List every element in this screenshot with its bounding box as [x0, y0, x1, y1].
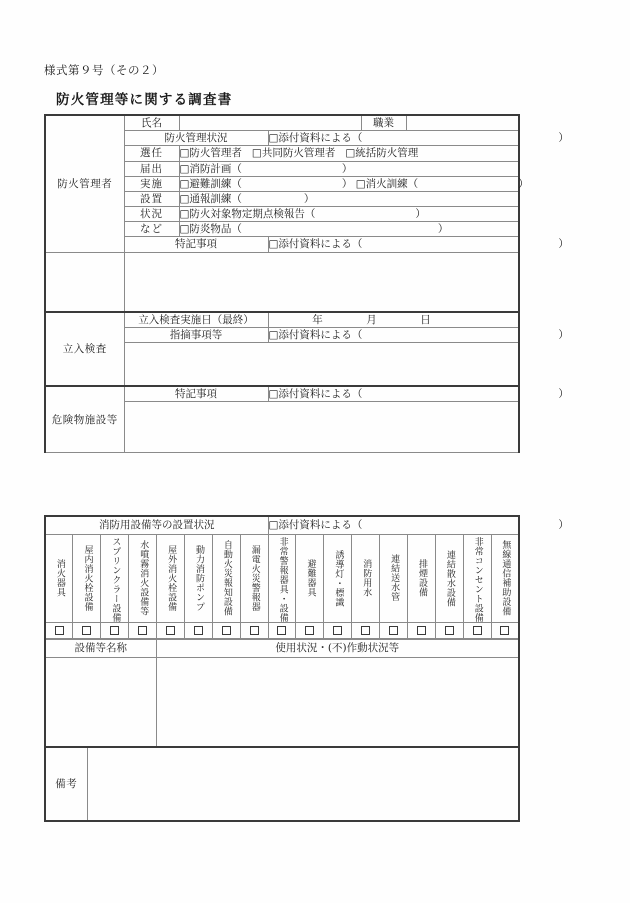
checkbox-icon[interactable]: [194, 626, 203, 635]
equipment-checkbox-0[interactable]: [45, 623, 73, 639]
hazardous-remarks-label: 特記事項: [124, 386, 268, 402]
date-year: 年: [312, 313, 323, 326]
item-report-drill[interactable]: [179, 191, 519, 206]
checkbox-icon[interactable]: [166, 626, 175, 635]
equipment-checkbox-13[interactable]: [407, 623, 435, 639]
equipment-col-2: スプリンクラー設備: [101, 535, 129, 623]
row-notes: [45, 747, 519, 821]
item-fire-plan-text: □消防計画（: [179, 162, 242, 175]
equipment-col-9: 避難器具: [296, 535, 324, 623]
row-name: [45, 115, 519, 131]
sublabel-status: 状況: [124, 207, 179, 222]
hazardous-remarks-attached-text: □添付資料による（: [268, 387, 363, 400]
row-equipment-checkboxes: [45, 623, 519, 639]
equipment-col-7: 漏電火災警報器: [240, 535, 268, 623]
equipment-checkbox-12[interactable]: [380, 623, 408, 639]
row-equipment-names: [45, 535, 519, 623]
item-flameproof-goods-close: ）: [437, 223, 449, 236]
checkbox-icon[interactable]: [333, 626, 342, 635]
form-number: 様式第９号（その２）: [44, 63, 164, 77]
sublabel-submission: 届出: [124, 161, 179, 176]
equipment-table: [44, 515, 569, 639]
item-evacuation-drill-close: ）: [341, 177, 353, 190]
paren-close: ）: [558, 132, 569, 145]
date-day: 日: [420, 313, 431, 326]
equipment-checkbox-3[interactable]: [129, 623, 157, 639]
equipment-checkbox-16[interactable]: [491, 623, 519, 639]
checkbox-icon[interactable]: [361, 626, 370, 635]
equipment-checkbox-4[interactable]: [157, 623, 185, 639]
fire-manager-remarks-label: 特記事項: [124, 237, 268, 252]
section-label-fire-manager: 防火管理者: [45, 115, 124, 252]
checkbox-icon[interactable]: [277, 626, 286, 635]
inspection-findings-paren: ）: [558, 328, 569, 341]
item-fire-drill-text: □消火訓練（: [355, 177, 419, 190]
checkbox-icon[interactable]: [473, 626, 482, 635]
equipment-col-16: 無線通信補助設備: [491, 535, 519, 623]
equipment-col-5: 動力消防ポンプ: [184, 535, 212, 623]
equipment-col-12: 連結送水管: [380, 535, 408, 623]
equipment-col-4: 屋外消火栓設備: [157, 535, 185, 623]
inspection-findings-attached[interactable]: [268, 327, 569, 342]
hazardous-remarks-value[interactable]: [124, 402, 519, 453]
row-equipment-header: [45, 516, 519, 535]
item-periodic-inspection-text: □防火対象物定期点検報告（: [179, 208, 316, 221]
equipment-col-14: 連結散水設備: [435, 535, 463, 623]
item-fire-drill-close: ）: [518, 177, 529, 190]
option-joint-fire-manager[interactable]: □共同防火管理者: [251, 147, 336, 160]
equipment-checkbox-15[interactable]: [463, 623, 491, 639]
checkbox-icon[interactable]: [445, 626, 454, 635]
row-fire-manager-remarks-body: [45, 252, 519, 312]
item-fire-plan-close: ）: [341, 162, 353, 175]
equipment-checkbox-10[interactable]: [324, 623, 352, 639]
option-general-fire-manager[interactable]: □統括防火管理: [345, 147, 419, 160]
equipment-checkbox-6[interactable]: [212, 623, 240, 639]
row-usage-body: [45, 658, 519, 748]
item-flameproof-goods[interactable]: [179, 222, 519, 237]
fire-management-status-attached[interactable]: [268, 131, 569, 146]
fire-manager-remarks-attached[interactable]: [268, 237, 569, 252]
usage-status-label: 使用状況・(不)作動状況等: [156, 640, 519, 658]
equipment-checkbox-5[interactable]: [184, 623, 212, 639]
occupation-label: 職業: [361, 115, 406, 131]
equipment-col-0: 消火器具: [45, 535, 73, 623]
equipment-checkbox-7[interactable]: [240, 623, 268, 639]
checkbox-icon[interactable]: [500, 626, 509, 635]
appointment-label: 選任: [124, 146, 179, 161]
usage-name-value[interactable]: [45, 658, 156, 748]
hazardous-remarks-attached[interactable]: [268, 386, 569, 402]
equipment-checkbox-9[interactable]: [296, 623, 324, 639]
inspection-date-value[interactable]: [268, 312, 519, 328]
checkbox-icon[interactable]: [250, 626, 259, 635]
attached-doc-text: □添付資料による（: [268, 132, 363, 145]
fire-manager-remarks-attached-text: □添付資料による（: [268, 238, 363, 251]
row-usage-header: [45, 640, 519, 658]
occupation-value[interactable]: [406, 115, 519, 131]
checkbox-icon[interactable]: [82, 626, 91, 635]
checkbox-icon[interactable]: [222, 626, 231, 635]
equipment-header-paren: ）: [558, 519, 569, 532]
equipment-checkbox-11[interactable]: [352, 623, 380, 639]
sublabel-installation: 設置: [124, 191, 179, 206]
name-label: 氏名: [124, 115, 179, 131]
equipment-header-label: 消防用設備等の設置状況: [45, 516, 268, 535]
inspection-date-label: 立入検査実施日（最終）: [124, 312, 268, 328]
fire-manager-remarks-value[interactable]: [124, 252, 519, 312]
equipment-col-11: 消防用水: [352, 535, 380, 623]
equipment-header-attached[interactable]: [268, 516, 569, 535]
item-evacuation-drill-text: □避難訓練（: [179, 177, 242, 190]
checkbox-icon[interactable]: [305, 626, 314, 635]
equipment-col-13: 排煙設備: [407, 535, 435, 623]
equipment-col-3: 水噴霧消火設備等: [129, 535, 157, 623]
fire-manager-remarks-paren: ）: [558, 238, 569, 251]
checkbox-icon[interactable]: [55, 626, 64, 635]
inspection-findings-label: 指摘事項等: [124, 327, 268, 342]
equipment-checkbox-2[interactable]: [101, 623, 129, 639]
section-label-hazardous: 危険物施設等: [45, 386, 124, 453]
item-periodic-inspection-close: ）: [415, 208, 426, 221]
usage-name-label: 設備等名称: [45, 640, 156, 658]
usage-status-value[interactable]: [156, 658, 519, 748]
item-report-drill-text: □通報訓練（: [179, 192, 242, 205]
usage-notes-table: [44, 639, 520, 822]
notes-value[interactable]: [87, 747, 519, 821]
equipment-checkbox-8[interactable]: [268, 623, 296, 639]
item-flameproof-goods-text: □防炎物品（: [179, 223, 242, 236]
equipment-col-10: 誘導灯・標識: [324, 535, 352, 623]
hazardous-remarks-paren: ）: [558, 387, 569, 400]
sublabel-etc: など: [124, 222, 179, 237]
equipment-header-attached-text: □添付資料による（: [268, 519, 363, 532]
equipment-col-15: 非常コンセント設備: [463, 535, 491, 623]
date-month: 月: [366, 313, 377, 326]
checkbox-icon[interactable]: [110, 626, 119, 635]
survey-table: [44, 114, 569, 453]
inspection-findings-attached-text: □添付資料による（: [268, 328, 363, 341]
inspection-findings-value[interactable]: [124, 342, 519, 386]
page-title: 防火管理等に関する調査書: [56, 92, 233, 108]
fire-management-status-label: 防火管理状況: [124, 131, 268, 146]
equipment-checkbox-14[interactable]: [435, 623, 463, 639]
checkbox-icon[interactable]: [389, 626, 398, 635]
notes-label: 備考: [45, 747, 87, 821]
equipment-col-8: 非常警報器具・設備: [268, 535, 296, 623]
appointment-options[interactable]: [179, 146, 519, 161]
name-value[interactable]: [179, 115, 361, 131]
fire-manager-remarks-spacer: [45, 252, 124, 312]
row-hazardous-remarks-header: [45, 386, 519, 402]
equipment-col-6: 自動火災報知設備: [212, 535, 240, 623]
row-inspection-date: [45, 312, 519, 328]
equipment-checkbox-1[interactable]: [73, 623, 101, 639]
option-fire-manager[interactable]: □防火管理者: [179, 147, 242, 160]
section-label-inspection: 立入検査: [45, 312, 124, 386]
checkbox-icon[interactable]: [138, 626, 147, 635]
equipment-col-1: 屋内消火栓設備: [73, 535, 101, 623]
item-evacuation-drill[interactable]: [179, 176, 529, 191]
item-report-drill-close: ）: [303, 192, 315, 205]
sublabel-implementation: 実施: [124, 176, 179, 191]
item-fire-plan[interactable]: [179, 161, 519, 176]
item-periodic-inspection[interactable]: [179, 207, 519, 222]
checkbox-icon[interactable]: [417, 626, 426, 635]
